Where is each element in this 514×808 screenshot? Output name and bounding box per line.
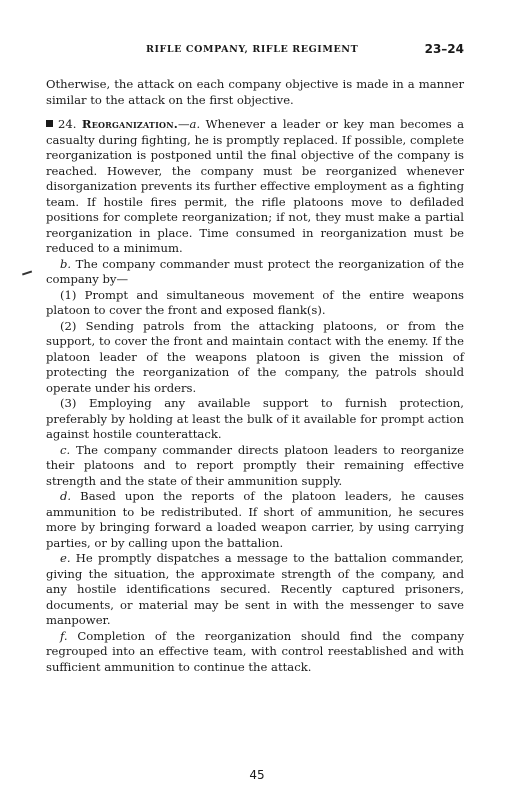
subparagraph-text-e: He promptly dispatches a message to the battalion commander, giving the situation, the approximate strength of the company, and any hostile identifications secured. Recently captured prisoners, documents, or material may be sent in with the messenger to save manpower.: [46, 551, 464, 627]
heading-dash: —: [177, 117, 190, 131]
subparagraph-label-e: e.: [60, 551, 71, 565]
subparagraph-label-d: d.: [60, 489, 72, 503]
subparagraph-text-d: Based upon the reports of the platoon leaders, he causes ammunition to be redistributed. If short of ammunition, he secures more by bringing forward a loaded weapon carrier, by using carrying parties, or by calling upon the battalion.: [46, 489, 464, 550]
paragraph-24-b: [46, 257, 464, 288]
subparagraph-label-c: c.: [60, 442, 71, 457]
paragraph-24-a: [46, 117, 464, 257]
paragraph-heading: Reorganization.: [81, 117, 178, 131]
subparagraph-label-f: f.: [60, 628, 68, 643]
paragraph-number: 24.: [58, 117, 77, 131]
paragraph-24-c: [46, 443, 464, 490]
margin-pencil-mark: [22, 270, 32, 275]
subparagraph-text-b: The company commander must protect the reorganization of the company by—: [46, 256, 464, 286]
paragraph-24-e: [46, 551, 464, 629]
page-number: 45: [249, 768, 265, 782]
subparagraph-text-c: The company commander directs platoon leaders to reorganize their platoons and to report promptly their remaining effective strength and the state of their ammunition supply.: [46, 442, 464, 488]
paragraph-range: 23–24: [424, 42, 464, 56]
page-body: [46, 77, 464, 675]
subparagraph-label-b: b.: [60, 256, 72, 271]
paragraph-continuation: Otherwise, the attack on each company objective is made in a manner similar to the attack on the first objective.: [46, 77, 464, 107]
section-bullet: [46, 120, 53, 127]
paragraph-24-d: [46, 489, 464, 551]
subparagraph-text-f: Completion of the reorganization should find the company regrouped into an effective team, with control reestablished and with sufficient ammunition to continue the attack.: [46, 628, 464, 674]
paragraph-24-b-3: (3) Employing any available support to furnish protection, preferably by holding at least the bulk of it available for prompt action against hostile counterattack.: [46, 396, 464, 441]
running-head: [46, 44, 464, 58]
running-title: RIFLE COMPANY, RIFLE REGIMENT: [146, 44, 359, 55]
paragraph-24-f: [46, 629, 464, 676]
subparagraph-text-a: Whenever a leader or key man becomes a casualty during fighting, he is promptly replaced. If possible, complete reorganization is postponed until the final objective of the company is reached. However, the company must be reorganized whenever disorganization prevents its further effective employment as a fighting team. If hostile fires permit, the rifle platoons move to defiladed positions for complete reorganization; if not, they must make a partial reorganization in place. Time consumed in reorganization must be reduced to a minimum.: [46, 117, 465, 255]
paragraph-24-b-1: (1) Prompt and simultaneous movement of the entire weapons platoon to cover the front and exposed flank(s).: [46, 287, 464, 317]
subparagraph-label-a: a.: [189, 117, 201, 131]
paragraph-24-b-2: (2) Sending patrols from the attacking platoons, or from the support, to cover the front and maintain contact with the enemy. If the platoon leader of the weapons platoon is given the mission of protecting the reorganization of the company, the patrols should operate under his orders.: [46, 318, 464, 395]
